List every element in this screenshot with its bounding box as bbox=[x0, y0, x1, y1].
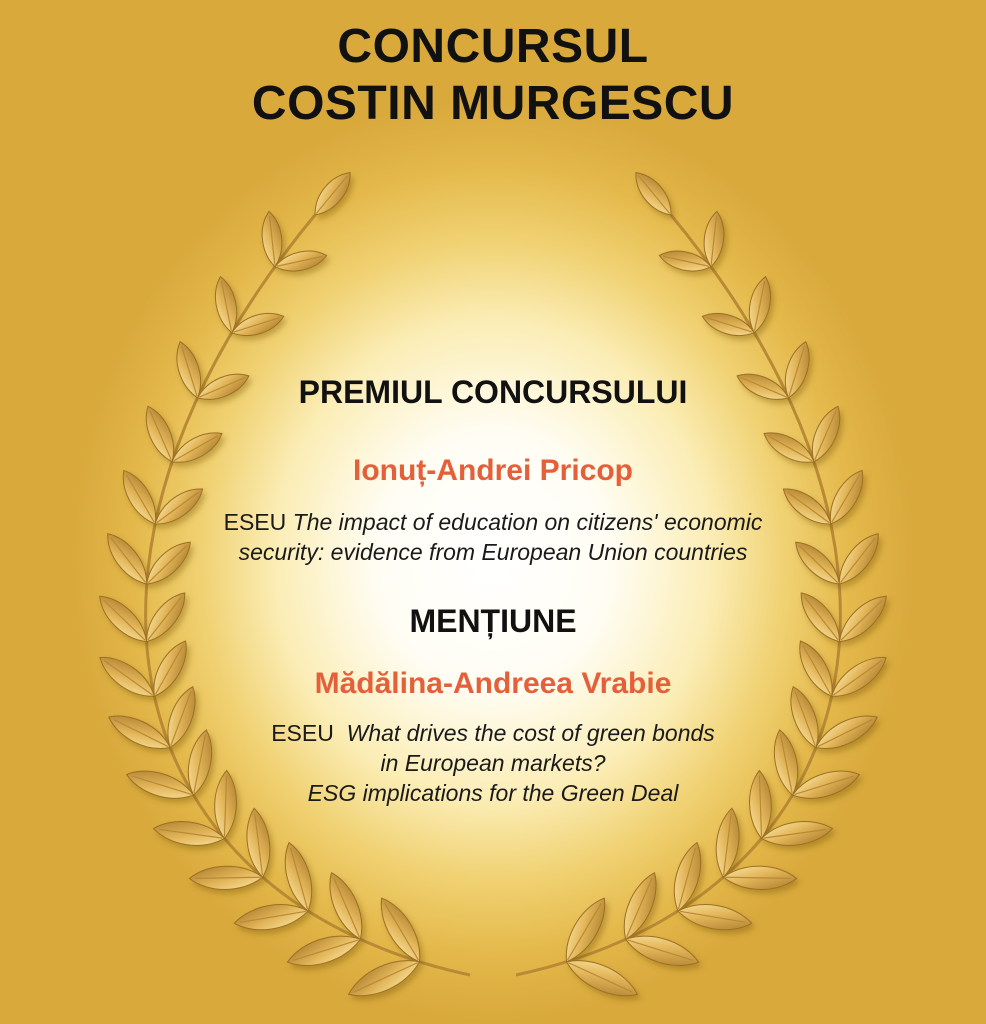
prize-essay-title-line-1: The impact of education on citizens' economic bbox=[292, 509, 763, 535]
mention-essay bbox=[0, 718, 986, 808]
prize-essay-label: ESEU bbox=[223, 509, 287, 535]
contest-title-line-1: CONCURSUL bbox=[337, 20, 649, 73]
mention-essay-title-line-3: ESG implications for the Green Deal bbox=[307, 780, 679, 806]
mention-essay-label: ESEU bbox=[271, 720, 334, 746]
mention-essay-title-line-1: What drives the cost of green bonds bbox=[346, 720, 715, 746]
mention-essay-title-line-2: in European markets? bbox=[380, 750, 606, 776]
prize-winner-name: Ionuț-Andrei Pricop bbox=[353, 454, 633, 487]
mention-winner-name: Mădălina-Andreea Vrabie bbox=[314, 667, 672, 700]
mention-heading: MENȚIUNE bbox=[409, 603, 577, 639]
prize-heading: PREMIUL CONCURSULUI bbox=[298, 374, 688, 410]
contest-title-line-2: COSTIN MURGESCU bbox=[251, 77, 735, 130]
prize-essay bbox=[0, 507, 986, 567]
prize-essay-title-line-2: security: evidence from European Union countries bbox=[238, 539, 748, 565]
